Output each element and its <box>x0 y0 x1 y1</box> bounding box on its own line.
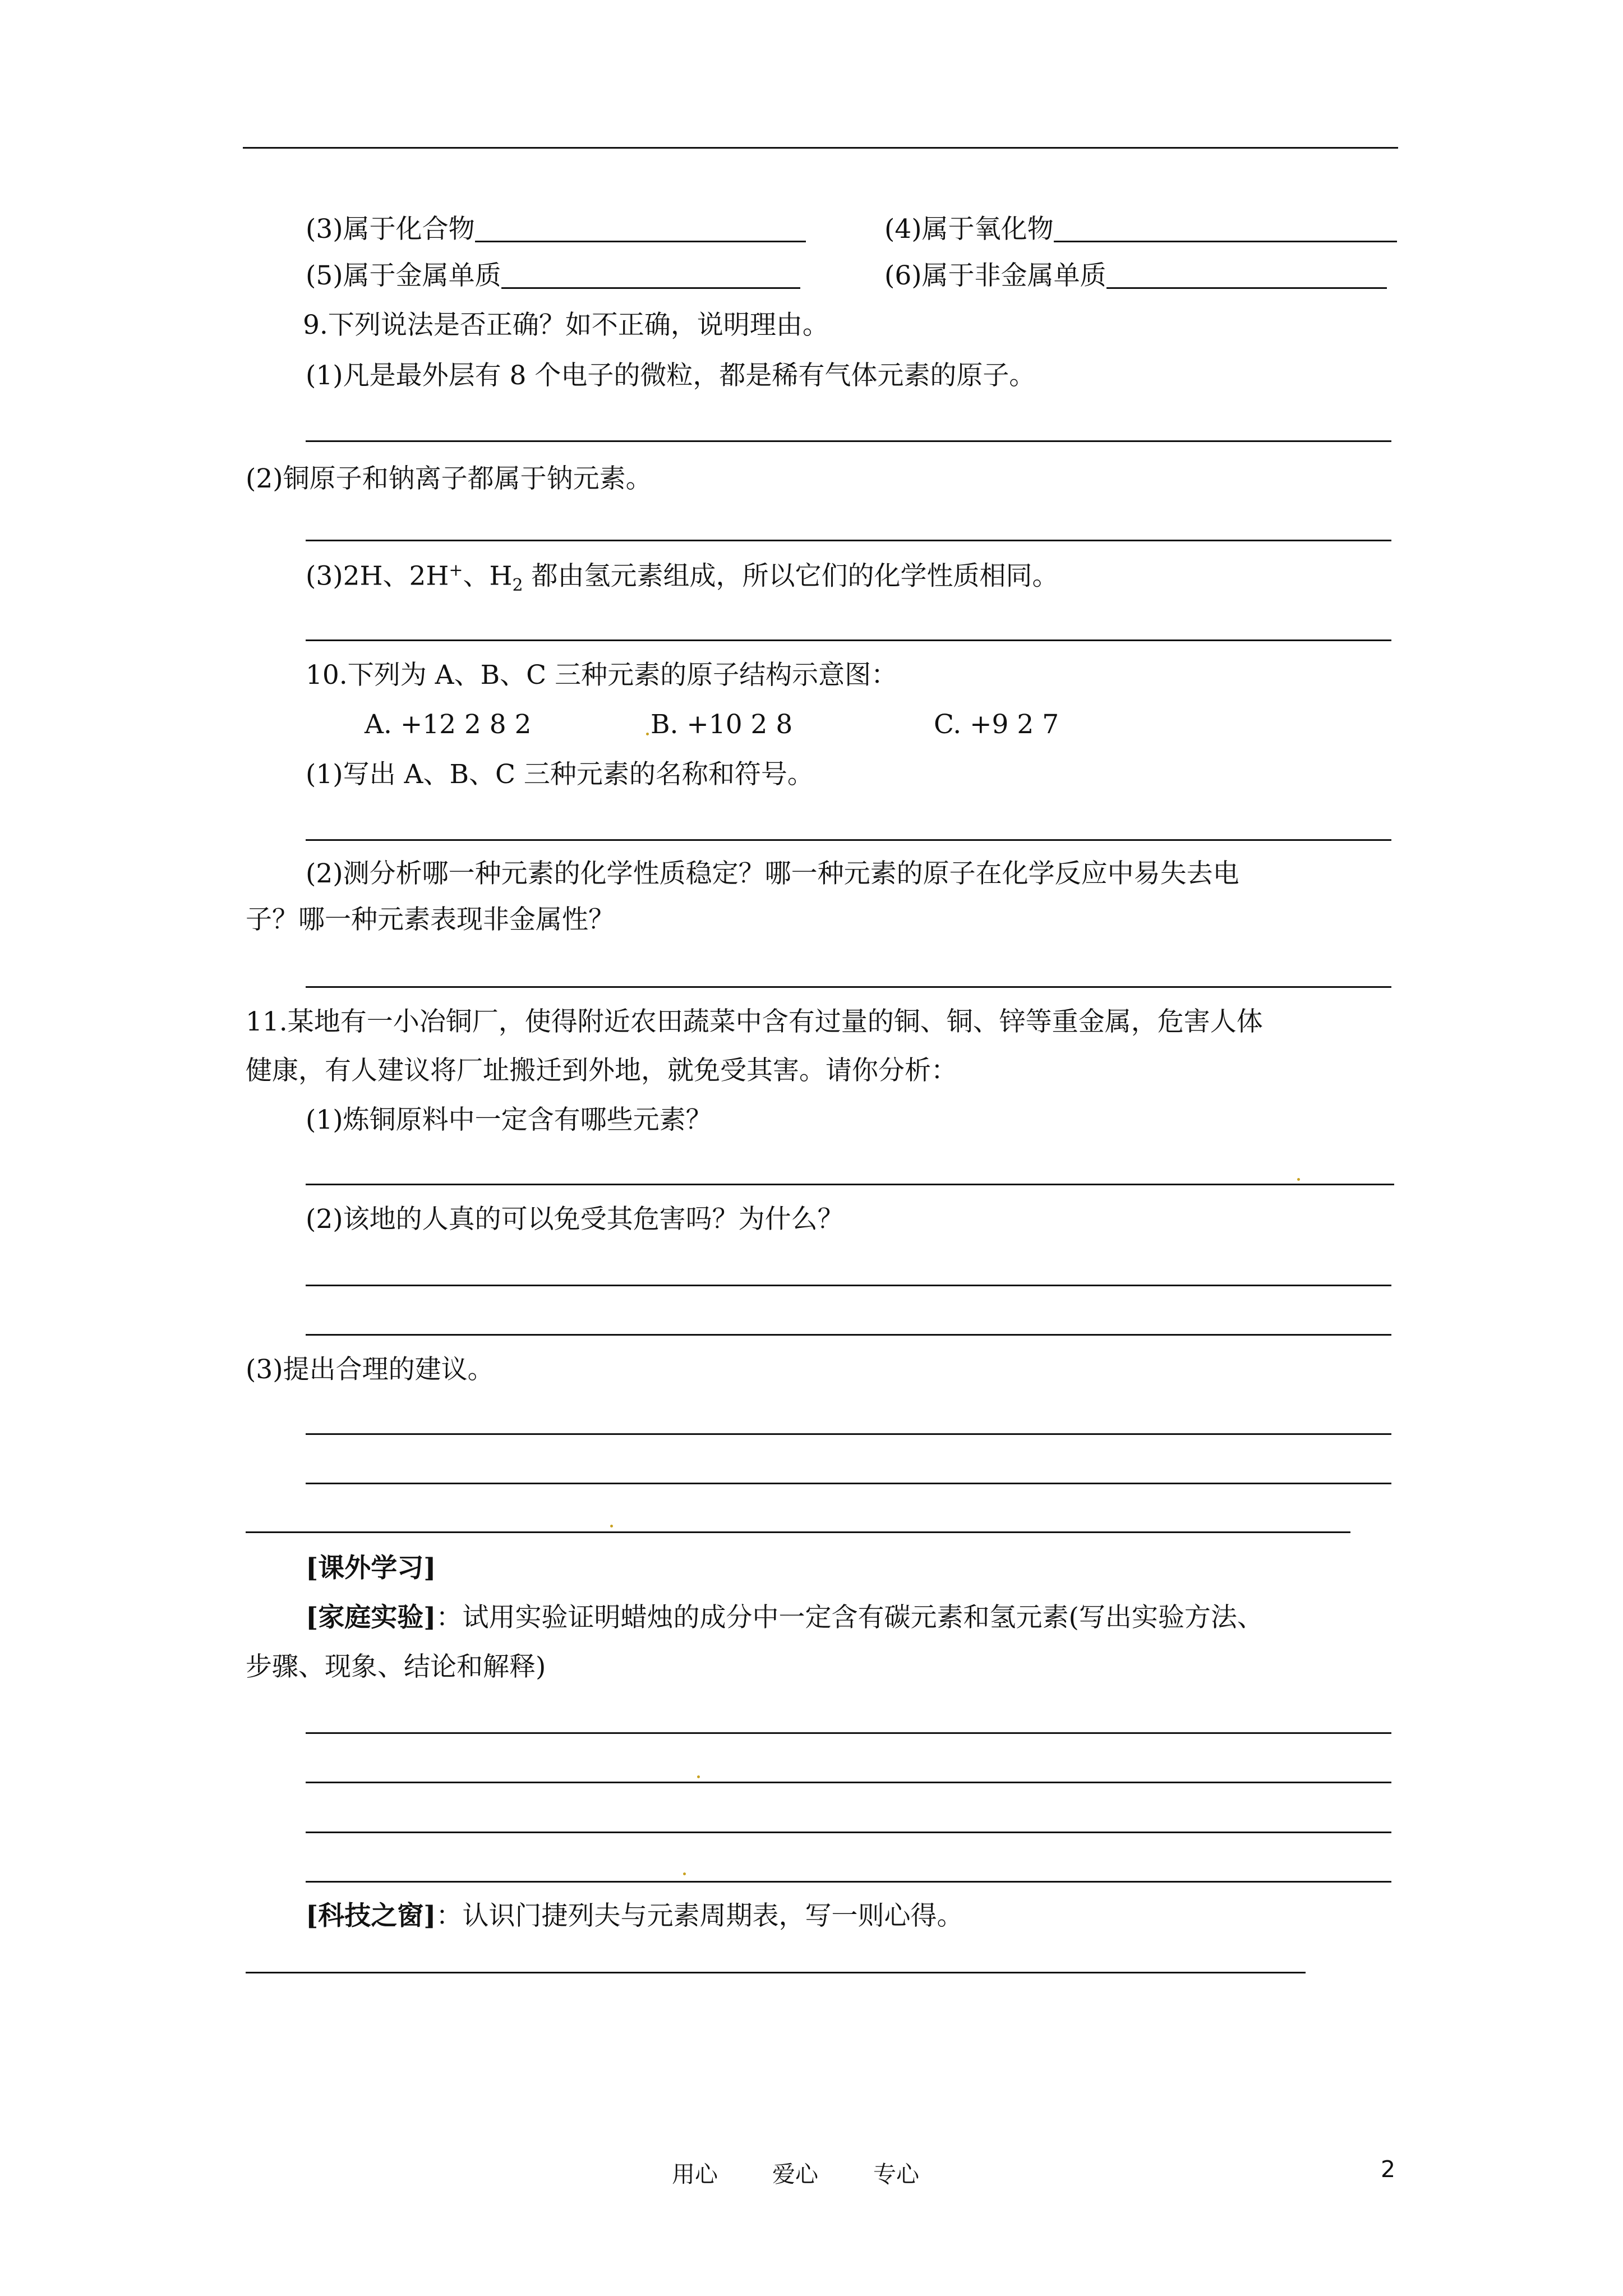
q9-3-answer-line[interactable] <box>306 639 1391 641</box>
home-experiment-text: ：试用实验证明蜡烛的成分中一定含有碳元素和氢元素(写出实验方法、 <box>436 1602 1264 1633</box>
q11-2: (2)该地的人真的可以免受其危害吗？为什么？ <box>306 1204 844 1235</box>
stray-dot <box>646 733 649 735</box>
q11-line1: 11.某地有一小冶铜厂，使得附近农田蔬菜中含有过量的铜、铜、锌等重金属，危害人体 <box>246 1006 1263 1037</box>
q9-prompt: 9.下列说法是否正确？如不正确，说明理由。 <box>303 310 829 341</box>
stray-dot <box>1297 1178 1300 1181</box>
home-experiment-line2: 步骤、现象、结论和解释) <box>246 1651 546 1682</box>
tech-window-answer-line[interactable] <box>246 1972 1306 1973</box>
q11-3-answer-line-1[interactable] <box>306 1433 1391 1435</box>
q10-2-line2: 子？哪一种元素表现非金属性？ <box>246 904 615 935</box>
home-experiment-answer-line-1[interactable] <box>306 1732 1391 1734</box>
footer-word-2: 爱心 <box>772 2161 818 2188</box>
q8-5 <box>306 260 800 291</box>
q10-2-line1: (2)测分析哪一种元素的化学性质稳定？哪一种元素的原子在化学反应中易失去电 <box>306 858 1239 889</box>
q9-3 <box>306 562 1059 594</box>
header-rule <box>243 147 1398 149</box>
q8-5-blank[interactable] <box>501 263 800 289</box>
tech-window-label: [科技之窗] <box>306 1901 436 1931</box>
tech-window-line <box>306 1903 963 1929</box>
q10-option-c: C. +9 2 7 <box>934 709 1059 740</box>
q9-3-sup: + <box>449 560 463 580</box>
q11-3: (3)提出合理的建议。 <box>246 1354 494 1385</box>
stray-dot <box>683 1872 686 1875</box>
home-experiment-label: [家庭实验] <box>306 1602 436 1633</box>
q10-2-answer-line[interactable] <box>306 986 1391 988</box>
stray-dot <box>697 1775 700 1778</box>
q9-3-sub: 2 <box>512 576 523 596</box>
q10-1-answer-line[interactable] <box>306 839 1391 841</box>
q11-2-answer-line-1[interactable] <box>306 1285 1391 1286</box>
q8-3 <box>306 214 806 245</box>
tech-window-text: ：认识门捷列夫与元素周期表，写一则心得。 <box>436 1901 963 1931</box>
q11-line2: 健康，有人建议将厂址搬迁到外地，就免受其害。请你分析： <box>246 1055 957 1086</box>
q9-3-pre: (3)2H、2H <box>306 560 449 592</box>
q11-1-answer-line[interactable] <box>306 1184 1394 1185</box>
q8-3-blank[interactable] <box>475 216 806 242</box>
q11-1: (1)炼铜原料中一定含有哪些元素？ <box>306 1105 712 1135</box>
q11-3-answer-line-3[interactable] <box>246 1531 1350 1533</box>
q10-option-a: A. +12 2 8 2 <box>365 709 532 740</box>
q8-4-blank[interactable] <box>1054 216 1397 242</box>
q11-3-answer-line-2[interactable] <box>306 1483 1391 1484</box>
q8-4 <box>884 214 1397 245</box>
q8-5-text: (5)属于金属单质 <box>306 260 501 291</box>
q9-1: (1)凡是最外层有 8 个电子的微粒，都是稀有气体元素的原子。 <box>306 360 1036 391</box>
q9-2: (2)铜原子和钠离子都属于钠元素。 <box>246 463 652 494</box>
footer-word-3: 专心 <box>873 2161 919 2188</box>
q10-prompt: 10.下列为 A、B、C 三种元素的原子结构示意图： <box>306 660 898 691</box>
footer-word-1: 用心 <box>672 2161 718 2188</box>
q9-1-answer-line[interactable] <box>306 440 1391 442</box>
q10-option-b: B. +10 2 8 <box>651 709 793 740</box>
q8-6 <box>884 260 1387 291</box>
home-experiment-line1 <box>306 1604 1264 1631</box>
q9-3-post: 都由氢元素组成，所以它们的化学性质相同。 <box>523 560 1059 592</box>
home-experiment-answer-line-4[interactable] <box>306 1881 1391 1883</box>
q11-2-answer-line-2[interactable] <box>306 1334 1391 1336</box>
home-experiment-answer-line-2[interactable] <box>306 1782 1391 1783</box>
q8-6-text: (6)属于非金属单质 <box>884 260 1106 291</box>
page-number: 2 <box>1381 2156 1396 2183</box>
q9-2-answer-line[interactable] <box>306 540 1391 541</box>
extra-learning-title: [课外学习] <box>306 1553 436 1584</box>
q10-1: (1)写出 A、B、C 三种元素的名称和符号。 <box>306 759 814 790</box>
q8-3-text: (3)属于化合物 <box>306 214 475 245</box>
home-experiment-answer-line-3[interactable] <box>306 1832 1391 1833</box>
stray-dot <box>610 1525 613 1527</box>
q9-3-mid: 、H <box>463 560 513 592</box>
q8-6-blank[interactable] <box>1106 263 1387 289</box>
q8-4-text: (4)属于氧化物 <box>884 214 1054 245</box>
